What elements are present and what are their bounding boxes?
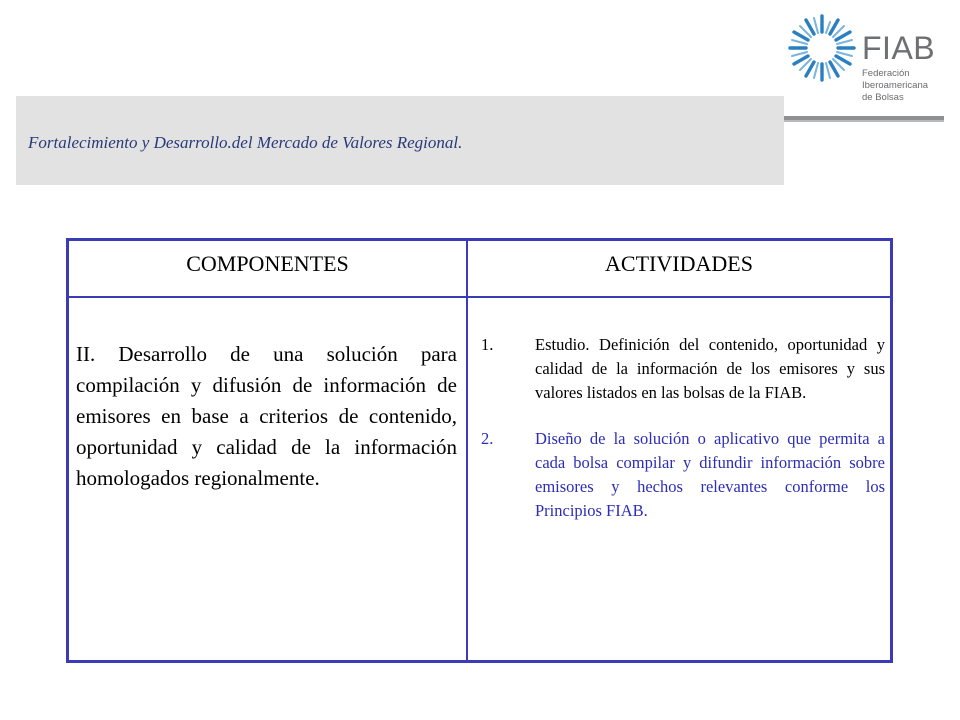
header-divider — [784, 116, 944, 122]
activity-item — [481, 427, 885, 523]
page-subtitle: Fortalecimiento y Desarrollo.del Mercado de Valores Regional. — [28, 133, 463, 152]
activity-number: 2. — [481, 429, 494, 448]
component-cell: II. Desarrollo de una solución para compilación y difusión de información de emisores en base a criterios de contenido, oportunidad y calidad de la información homologados regionalmente. — [76, 342, 457, 490]
fiab-logo — [786, 12, 956, 112]
activities-list — [481, 333, 885, 523]
activity-item — [481, 333, 885, 405]
table-header-row — [69, 241, 890, 298]
logo-title: FIAB — [862, 30, 936, 66]
column-divider — [466, 241, 468, 660]
activity-text: Diseño de la solución o aplicativo que permita a cada bolsa compilar y difundir información sobre emisores y hechos relevantes conforme los Principios FIAB. — [535, 429, 885, 520]
logo-subtitle-3: de Bolsas — [862, 92, 904, 103]
fiab-starburst-icon — [786, 12, 858, 84]
activity-number: 1. — [481, 335, 494, 354]
logo-text — [862, 32, 935, 104]
components-activities-table — [66, 238, 893, 663]
logo-subtitle-2: Iberoamericana — [862, 80, 929, 91]
header-componentes: COMPONENTES — [186, 251, 349, 276]
logo-subtitle-1: Federación — [862, 68, 910, 79]
header-actividades: ACTIVIDADES — [605, 251, 753, 276]
activity-text: Estudio. Definición del contenido, oportunidad y calidad de la información de los emisores y sus valores listados en las bolsas de la FIAB. — [535, 335, 885, 402]
